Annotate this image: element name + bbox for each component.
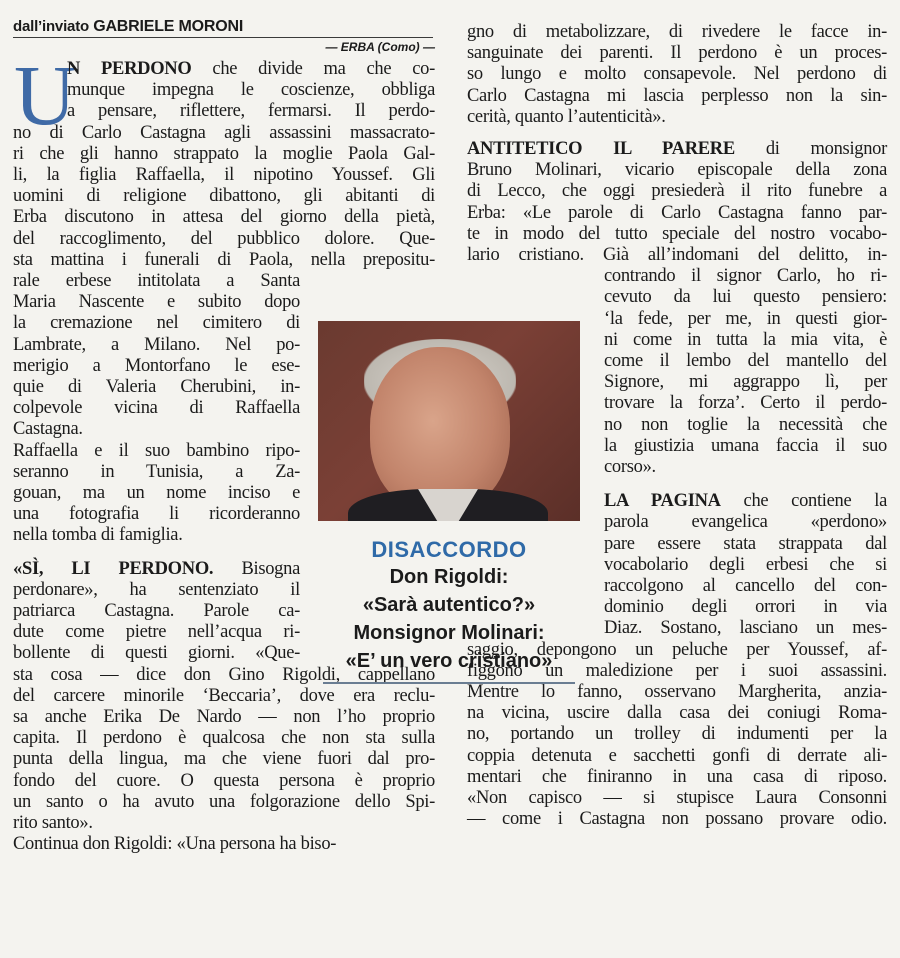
line-text: la cremazione nel cimitero di: [13, 313, 300, 334]
line-text: corso».: [604, 457, 656, 477]
text-line: [467, 809, 887, 830]
dateline: — ERBA (Como) —: [325, 40, 435, 54]
text-line: [604, 415, 887, 436]
text-line: [604, 618, 887, 639]
byline-name: GABRIELE MORONI: [93, 18, 244, 35]
text-line: [604, 534, 887, 555]
line-text: Bruno Molinari, vicario episcopale della zona: [467, 160, 887, 181]
text-line: [467, 767, 887, 788]
text-line: [604, 512, 887, 533]
line-text: figgono un maledizione per i suoi assassini.: [467, 660, 887, 681]
text-line: [13, 504, 300, 525]
line-text: di monsignor: [734, 139, 887, 159]
line-text: no non toglie la necessità che: [604, 414, 887, 435]
text-line: [467, 43, 887, 64]
line-text: saggio, depongono un peluche per Youssef, af-: [467, 639, 887, 660]
byline-prefix: dall’inviato: [13, 18, 89, 35]
line-text: sta mattina i funerali di Paola, nella prepositu-: [13, 249, 435, 270]
text-line: [13, 559, 300, 580]
text-line: [467, 724, 887, 745]
line-text: Continua don Rigoldi: «Una persona ha biso-: [13, 834, 337, 855]
line-text: Carlo Castagna mi lascia perplesso non la sin-: [467, 85, 887, 106]
paragraph-lead: N PERDONO: [67, 59, 192, 79]
caption-line: «E’ un vero cristiano»: [345, 650, 553, 672]
line-text: gouan, ma un nome inciso e: [13, 483, 300, 503]
line-text: na vicina, uscire dalla casa dei coniugi Roma-: [467, 703, 887, 724]
text-line: [467, 22, 887, 43]
line-text: merigio a Montorfano le ese-: [13, 355, 300, 376]
text-line: [13, 707, 435, 728]
text-line: [13, 186, 435, 207]
line-text: nella tomba di famiglia.: [13, 525, 183, 546]
line-text: ri che gli hanno strappato la moglie Paola Gal-: [13, 143, 435, 164]
caption-line: Monsignor Molinari:: [353, 622, 545, 644]
text-line: [13, 398, 300, 419]
text-line: [604, 372, 887, 393]
photo-face: [370, 347, 510, 512]
line-text: patriarca Castagna. Parole ca-: [13, 601, 300, 621]
line-text: no di Carlo Castagna agli assassini massacrato-: [13, 122, 435, 143]
line-text: perdonare», ha sentenziato il: [13, 579, 300, 600]
text-line: [467, 181, 887, 202]
text-line: [604, 436, 887, 457]
line-text: del carcere minorile ‘Beccaria’, dove era reclu-: [13, 685, 435, 706]
line-text: dominio degli orrori in via: [604, 597, 887, 618]
text-line: [67, 80, 435, 101]
line-text: trovare la forza’. Certo il perdo-: [604, 393, 887, 414]
line-text: Raffaella e il suo bambino ripo-: [13, 440, 300, 461]
text-line: [13, 335, 300, 356]
text-line: [604, 597, 887, 618]
caption-rule: [323, 682, 575, 684]
text-line: [13, 419, 300, 440]
line-text: no, portando un trolley di indumenti per la: [467, 724, 887, 745]
line-text: vocabolario degli erbesi che si: [604, 554, 887, 575]
text-line: [467, 746, 887, 767]
text-line: [467, 224, 887, 245]
text-line: [13, 580, 300, 601]
line-text: quie di Valeria Cherubini, in-: [13, 377, 300, 397]
text-line: [604, 266, 887, 287]
line-text: rito santo».: [13, 813, 93, 833]
line-text: Mentre lo fanno, osservano Margherita, anzia-: [467, 682, 887, 702]
text-line: [13, 292, 300, 313]
line-text: che contiene la: [720, 491, 888, 512]
text-line: [13, 313, 300, 334]
line-text: ‘la fede, per me, in questi gior-: [604, 308, 887, 329]
line-text: rale erbese intitolata a Santa: [13, 271, 300, 291]
text-line: [13, 144, 435, 165]
line-text: te in modo del tutto speciale del nostro vocabo-: [467, 223, 887, 244]
text-line: [13, 250, 435, 271]
line-text: punta della lingua, ma che viene fuori dal pro-: [13, 749, 435, 770]
line-text: dute come pietre nell’acqua ri-: [13, 622, 300, 643]
text-line: [467, 160, 887, 181]
text-line: [13, 207, 435, 228]
line-text: di Lecco, che oggi presiederà il rito funebre a: [467, 181, 887, 202]
line-text: li, la figlia Raffaella, il nipotino Youssef. Gli: [13, 165, 435, 185]
line-text: sanguinate dei parenti. Il perdono è un proces-: [467, 43, 887, 64]
text-line: [13, 792, 435, 813]
text-line: [467, 86, 887, 107]
line-text: Bisogna: [213, 558, 300, 579]
line-text: lario cristiano. Già all’indomani del delitto, in-: [467, 245, 887, 265]
line-text: Erba discutono in attesa del giorno della pietà,: [13, 207, 435, 228]
line-text: Signore, mi aggrappo lì, per: [604, 372, 887, 393]
portrait-photo: [318, 321, 580, 521]
text-line: [13, 462, 300, 483]
text-line: [467, 788, 887, 809]
text-line: [604, 491, 887, 512]
text-line: [13, 271, 300, 292]
text-line: [467, 682, 887, 703]
line-text: coppia detenuta e sacchetti gonfi di derrate ali-: [467, 745, 887, 766]
text-line: [604, 351, 887, 372]
text-line: [604, 576, 887, 597]
text-line: [467, 139, 887, 160]
text-line: [13, 601, 300, 622]
line-text: del raccoglimento, del pubblico dolore. Que-: [13, 228, 435, 249]
line-text: sa anche Erika De Nardo — non l’ho proprio: [13, 707, 435, 727]
line-text: la giustizia umana faccia il suo: [604, 435, 887, 456]
text-line: [604, 457, 887, 478]
text-line: [67, 101, 435, 122]
line-text: Erba: «Le parole di Carlo Castagna fanno par-: [467, 202, 887, 223]
text-line: [13, 123, 435, 144]
paragraph-lead: LA PAGINA: [604, 491, 721, 512]
text-line: [604, 393, 887, 414]
text-line: [13, 229, 435, 250]
line-text: colpevole vicina di Raffaella: [13, 398, 300, 419]
line-text: so lungo e molto consapevole. Nel perdono di: [467, 64, 887, 85]
text-line: [13, 356, 300, 377]
text-line: [467, 245, 887, 266]
line-text: cerità, quanto l’autenticità».: [467, 106, 666, 127]
line-text: gno di metabolizzare, di rivedere le facce in-: [467, 22, 887, 42]
text-line: [13, 165, 435, 186]
line-text: una fotografia li ricorderanno: [13, 504, 300, 525]
line-text: cevuto da lui questo pensiero:: [604, 287, 887, 308]
text-line: [604, 555, 887, 576]
text-line: [13, 622, 300, 643]
text-line: [13, 834, 435, 855]
byline: [13, 18, 433, 38]
text-line: [604, 309, 887, 330]
line-text: che divide ma che co-: [191, 59, 435, 79]
text-line: [13, 686, 435, 707]
line-text: capita. Il perdono è qualcosa che non sta sulla: [13, 728, 435, 749]
line-text: munque impegna le coscienze, obbliga: [67, 80, 435, 101]
line-text: seranno in Tunisia, a Za-: [13, 461, 300, 482]
text-line: [13, 728, 435, 749]
paragraph-lead: ANTITETICO IL PARERE: [467, 139, 735, 159]
text-line: [604, 330, 887, 351]
line-text: ni come in tutta la mia vita, è: [604, 329, 887, 350]
text-line: [13, 643, 300, 664]
caption-line: «Sarà autentico?»: [362, 594, 536, 616]
text-line: [67, 59, 435, 80]
line-text: come il lembo del mantello del: [604, 351, 887, 371]
text-line: [13, 749, 435, 770]
line-text: contrando il signor Carlo, ho ri-: [604, 266, 887, 287]
text-line: [13, 483, 300, 504]
text-line: [467, 203, 887, 224]
text-line: [604, 287, 887, 308]
line-text: Diaz. Sostano, lasciano un mes-: [604, 618, 887, 639]
text-line: [13, 813, 435, 834]
line-text: bollente di questi giorni. «Que-: [13, 643, 300, 664]
line-text: Lambrate, a Milano. Nel po-: [13, 334, 300, 355]
line-text: parola evangelica «perdono»: [604, 512, 887, 533]
text-line: [13, 771, 435, 792]
line-text: pare essere stata strappata dal: [604, 533, 887, 554]
paragraph-lead: «SÌ, LI PERDONO.: [13, 558, 214, 579]
line-text: raccolgono al cancello del con-: [604, 576, 887, 596]
text-line: [13, 441, 300, 462]
line-text: fondo del cuore. O questa persona è proprio: [13, 770, 435, 791]
line-text: mentari che finiranno in una casa di riposo.: [467, 766, 887, 787]
text-line: [13, 377, 300, 398]
line-text: un santo o ha avuto una folgorazione dello Spi-: [13, 791, 435, 812]
line-text: — come i Castagna non possano provare odio.: [467, 809, 887, 830]
drop-cap: U: [14, 47, 77, 143]
line-text: uomini di religione dibattono, gli abitanti di: [13, 186, 435, 207]
text-line: [467, 107, 887, 128]
text-line: [13, 525, 300, 546]
caption-line: Don Rigoldi:: [389, 566, 509, 588]
line-text: Maria Nascente e subito dopo: [13, 292, 300, 313]
text-line: [467, 64, 887, 85]
text-line: [467, 703, 887, 724]
line-text: Castagna.: [13, 419, 83, 440]
line-text: «Non capisco — si stupisce Laura Consonni: [467, 788, 887, 808]
line-text: a pensare, riflettere, fermarsi. Il perdo-: [67, 101, 435, 122]
caption-kicker: DISACCORDO: [371, 537, 527, 562]
line-text: sta cosa — dice don Gino Rigoldi, cappellano: [13, 664, 435, 685]
